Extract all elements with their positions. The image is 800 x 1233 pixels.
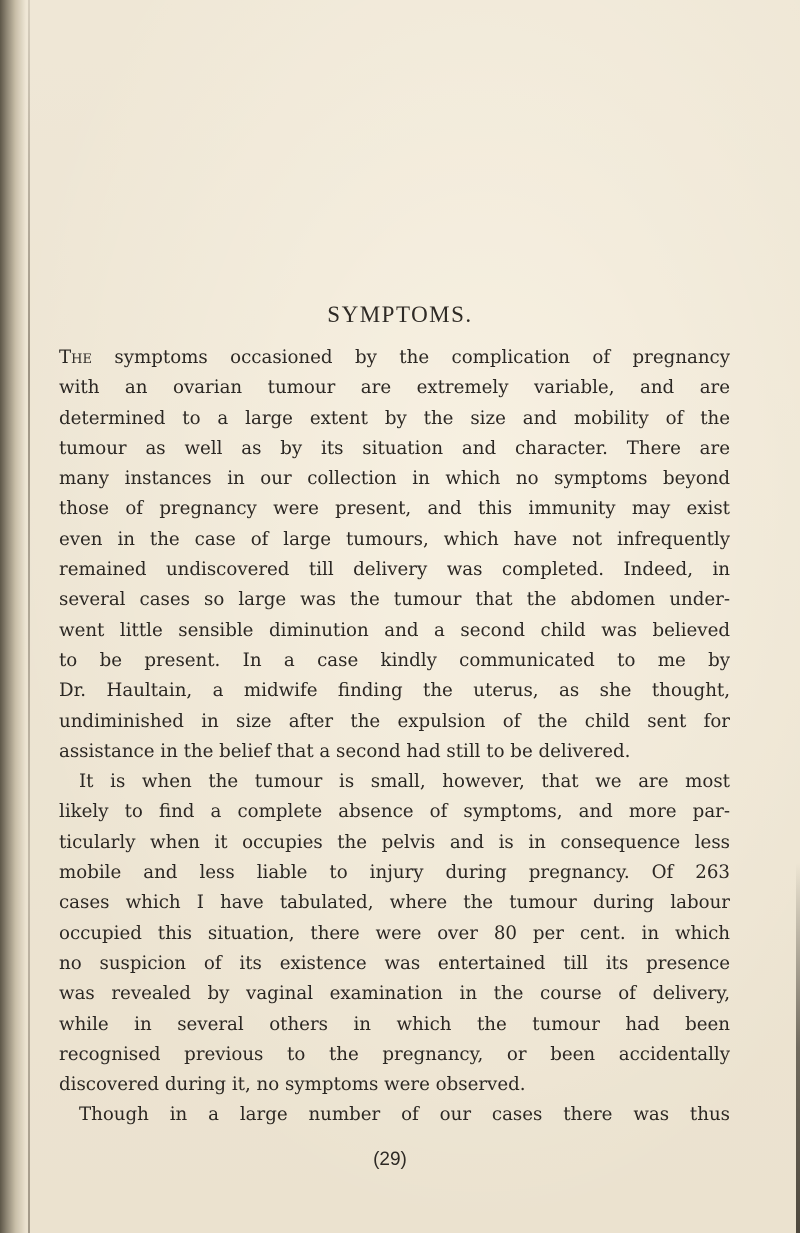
text-line: It is when the tumour is small, however, that we are most bbox=[79, 771, 730, 793]
text-line: assistance in the belief that a second had still to be delivered. bbox=[59, 740, 631, 762]
page-number: (29) bbox=[373, 1149, 407, 1170]
text-line: cases which I have tabulated, where the tumour during labour bbox=[59, 892, 730, 914]
text-line: many instances in our collection in which no symptoms beyond bbox=[59, 468, 730, 490]
text-line: even in the case of large tumours, which have not infrequently bbox=[59, 528, 730, 550]
text-line: recognised previous to the pregnancy, or been accidentally bbox=[59, 1043, 730, 1065]
binding-edge bbox=[28, 0, 30, 1233]
section-heading: SYMPTOMS. bbox=[327, 302, 473, 327]
text-line: likely to find a complete absence of symptoms, and more par- bbox=[59, 801, 730, 823]
text-line: went little sensible diminution and a second child was believed bbox=[59, 619, 730, 641]
text-line: The symptoms occasioned by the complication of pregnancy bbox=[59, 347, 730, 368]
text-line: tumour as well as by its situation and character. There are bbox=[59, 437, 730, 459]
text-line: mobile and less liable to injury during pregnancy. Of 263 bbox=[59, 862, 730, 884]
text-line: determined to a large extent by the size and mobility of the bbox=[59, 407, 730, 429]
body-text bbox=[59, 343, 730, 1131]
text-line: Though in a large number of our cases there was thus bbox=[79, 1104, 730, 1126]
text-line: several cases so large was the tumour that the abdomen under- bbox=[59, 589, 730, 611]
text-line: while in several others in which the tumour had been bbox=[59, 1013, 730, 1035]
text-line: undiminished in size after the expulsion of the child sent for bbox=[59, 710, 730, 732]
text-line: Dr. Haultain, a midwife finding the uterus, as she thought, bbox=[59, 680, 730, 702]
page-right-edge bbox=[796, 0, 800, 1233]
text-line: occupied this situation, there were over 80 per cent. in which bbox=[59, 922, 730, 944]
text-line: discovered during it, no symptoms were observed. bbox=[59, 1074, 526, 1096]
binding-gutter-shadow bbox=[0, 0, 26, 1233]
text-line: ticularly when it occupies the pelvis and is in consequence less bbox=[59, 831, 730, 853]
text-line: with an ovarian tumour are extremely variable, and are bbox=[59, 377, 730, 399]
text-line: remained undiscovered till delivery was completed. Indeed, in bbox=[59, 559, 730, 581]
opening-word: The bbox=[59, 347, 92, 368]
text-line: no suspicion of its existence was entertained till its presence bbox=[59, 952, 730, 974]
text-line: to be present. In a case kindly communicated to me by bbox=[59, 649, 730, 671]
text-line: those of pregnancy were present, and this immunity may exist bbox=[59, 498, 730, 520]
text-line: was revealed by vaginal examination in the course of delivery, bbox=[59, 983, 730, 1005]
